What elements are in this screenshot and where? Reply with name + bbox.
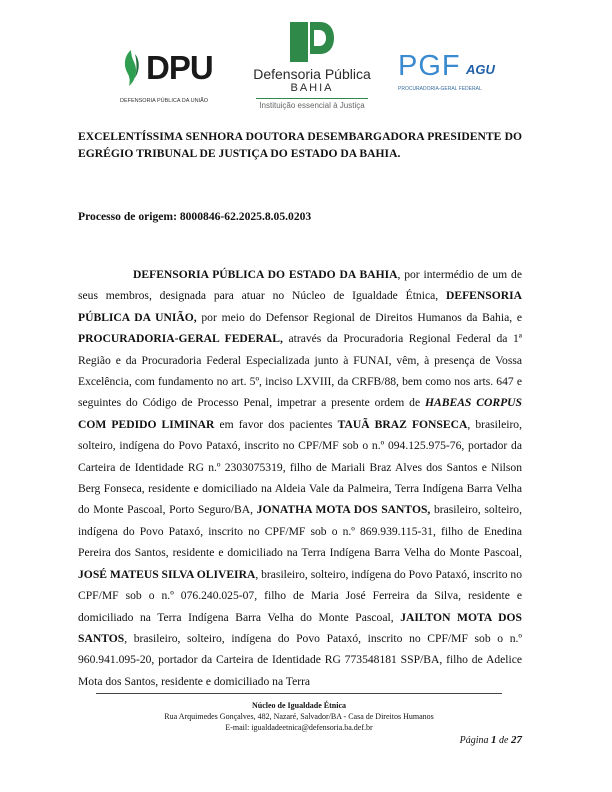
page-total: 27: [511, 734, 522, 746]
dpu-logo-text: DPU: [146, 49, 213, 86]
party-name: DEFENSORIA PÚBLICA DA UNIÃO,: [78, 289, 522, 324]
liminar-term: COM PEDIDO LIMINAR: [78, 417, 215, 431]
party-name: DEFENSORIA PÚBLICA DO ESTADO DA BAHIA: [133, 268, 398, 281]
process-number: Processo de origem: 8000846-62.2025.8.05.0203: [78, 210, 312, 223]
patient-name: JOSÉ MATEUS SILVA OLIVEIRA: [78, 567, 256, 581]
document-heading: EXCELENTÍSSIMA SENHORA DOUTORA DESEMBARGADORA PRESIDENTE DO EGRÉGIO TRIBUNAL DE JUSTIÇA DO ESTADO DA BAHIA.: [78, 130, 522, 160]
pgf-logo-text: PGF: [398, 50, 461, 82]
pgf-logo-subtitle: PROCURADORIA-GERAL FEDERAL: [398, 86, 482, 92]
defensoria-bahia-name: Defensoria Pública: [253, 66, 371, 82]
body-paragraph: [78, 264, 522, 692]
page-footer: [96, 700, 502, 733]
pgf-agu-logo: [398, 52, 508, 102]
body-text-run: por meio do Defensor Regional de Direitos Humanos da Bahia, e: [196, 310, 522, 324]
agu-logo-text: AGU: [466, 62, 495, 77]
page-label: Página: [459, 735, 489, 746]
header-logos: [0, 18, 612, 113]
defensoria-bahia-state: BAHIA: [290, 82, 334, 94]
dpu-logo: [120, 48, 212, 120]
patient-name: JAILTON MOTA DOS SANTOS: [78, 610, 522, 645]
body-text-run: brasileiro, solteiro, indígena do Povo Pataxó, inscrito no CPF/MF sob o n.º 869.939.115-31, filho de Enedina Pereira dos Santos, residente e domiciliado na Terra Indígena Barra Velha do Monte Pascoal,: [78, 503, 522, 560]
defensoria-bahia-tagline: Instituição essencial à Justiça: [259, 101, 365, 110]
defensoria-bahia-logo: [248, 20, 378, 115]
habeas-corpus-term: HABEAS CORPUS: [424, 396, 523, 410]
page-number: [460, 734, 522, 746]
body-text-run: , brasileiro, solteiro, indígena do Povo Pataxó, inscrito no CPF/MF sob o n.º 960.941.095-20, portador da Carteira de Identidade RG 773548181 SSP/BA, filho de Adelice Mota dos Santos, residente e domiciliado na Terra: [78, 631, 522, 688]
body-text-run: , brasileiro, solteiro, indígena do Povo Pataxó, inscrito no CPF/MF sob o n.º 076.240.025-07, filho de Maria José Ferreira da Silva, residente e domiciliado na Terra Indígena Barra Velha do Monte Pascoal,: [78, 567, 523, 624]
patient-name: JONATHA MOTA DOS SANTOS,: [256, 503, 431, 517]
dpu-logo-subtitle: DEFENSORIA PÚBLICA DA UNIÃO: [120, 98, 209, 104]
document-body: [78, 264, 522, 692]
footer-email: E-mail: igualdadeetnica@defensoria.ba.def.br: [225, 723, 373, 732]
dpu-mark-icon: [120, 48, 142, 88]
page-of: de: [499, 735, 509, 746]
footer-divider: [96, 693, 502, 694]
body-text-run: através da Procuradoria Regional Federal da 1ª Região e da Procuradoria Federal Especializada junto à FUNAI, vêm, à presença de Vossa Excelência, com fundamento no art. 5º, inciso LXVIII, da CRFB/88, bem como nos arts. 647 e seguintes do Código de Processo Penal, impetrar a presente ordem de: [78, 332, 522, 410]
footer-office: Núcleo de Igualdade Étnica: [251, 701, 346, 710]
defensoria-bahia-mark-icon: [288, 20, 336, 64]
body-text-run: em favor dos pacientes: [214, 417, 338, 431]
body-text-run: , por intermédio de um de seus membros, designada para atuar no Núcleo de Igualdade Étnica,: [78, 268, 522, 303]
page-current: 1: [491, 734, 497, 746]
body-text-run: , brasileiro, solteiro, indígena do Povo Pataxó, inscrito no CPF/MF sob o n.º 094.125.975-76, portador da Carteira de Identidade RG n.º 2303075319, filho de Mariali Braz Alves dos Santos e Nilson Berg Fonseca, residente e domiciliado na Aldeia Vale da Palmeira, Terra Indígena Barra Velha do Monte Pascoal, Porto Seguro/BA,: [78, 417, 523, 517]
patient-name: TAUÃ BRAZ FONSECA: [337, 417, 468, 431]
logo-divider: [256, 98, 368, 99]
footer-address: Rua Arquimedes Gonçalves, 482, Nazaré, Salvador/BA - Casa de Direitos Humanos: [164, 712, 434, 721]
party-name: PROCURADORIA-GERAL FEDERAL,: [78, 332, 283, 346]
